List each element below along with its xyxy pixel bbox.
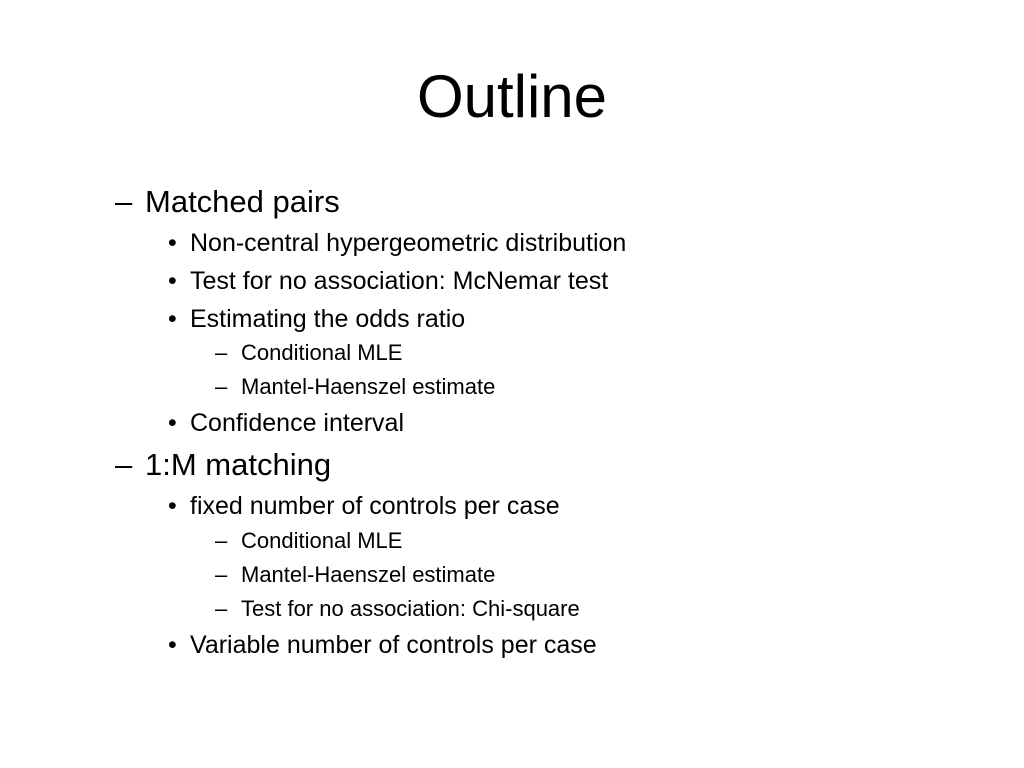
list-item-label: Variable number of controls per case — [190, 631, 597, 659]
list-item — [168, 630, 597, 660]
bullet-marker: • — [168, 267, 177, 295]
list-item-label: Test for no association: McNemar test — [190, 267, 609, 295]
section-label: Matched pairs — [145, 184, 340, 219]
dash-marker: – — [215, 528, 228, 553]
list-item — [168, 304, 466, 334]
list-item — [168, 228, 627, 258]
sub-item-label: Conditional MLE — [241, 340, 403, 365]
dash-marker: – — [115, 184, 133, 219]
list-item — [168, 491, 560, 521]
slide-title: Outline — [416, 63, 608, 130]
bullet-marker: • — [168, 492, 177, 520]
list-item-label: Confidence interval — [190, 409, 405, 437]
dash-marker: – — [215, 340, 228, 365]
bullet-marker: • — [168, 229, 177, 257]
sub-item-label: Mantel-Haenszel estimate — [241, 562, 496, 587]
section-label: 1:M matching — [145, 447, 332, 482]
dash-marker: – — [215, 374, 228, 399]
sub-item — [215, 340, 403, 366]
bullet-marker: • — [168, 631, 177, 659]
sub-item — [215, 374, 496, 400]
sub-item-label: Mantel-Haenszel estimate — [241, 374, 496, 399]
list-item — [168, 408, 405, 438]
sub-item — [215, 528, 403, 554]
sub-item — [215, 562, 496, 588]
dash-marker: – — [115, 447, 133, 482]
list-item-label: Non-central hypergeometric distribution — [190, 229, 627, 257]
dash-marker: – — [215, 596, 228, 621]
list-item — [168, 266, 609, 296]
list-item-label: fixed number of controls per case — [190, 492, 560, 520]
sub-item — [215, 596, 580, 622]
section-1m-matching — [115, 447, 332, 483]
sub-item-label: Test for no association: Chi-square — [241, 596, 580, 621]
section-matched-pairs — [115, 184, 340, 220]
bullet-marker: • — [168, 409, 177, 437]
bullet-marker: • — [168, 305, 177, 333]
sub-item-label: Conditional MLE — [241, 528, 403, 553]
list-item-label: Estimating the odds ratio — [190, 305, 466, 333]
dash-marker: – — [215, 562, 228, 587]
